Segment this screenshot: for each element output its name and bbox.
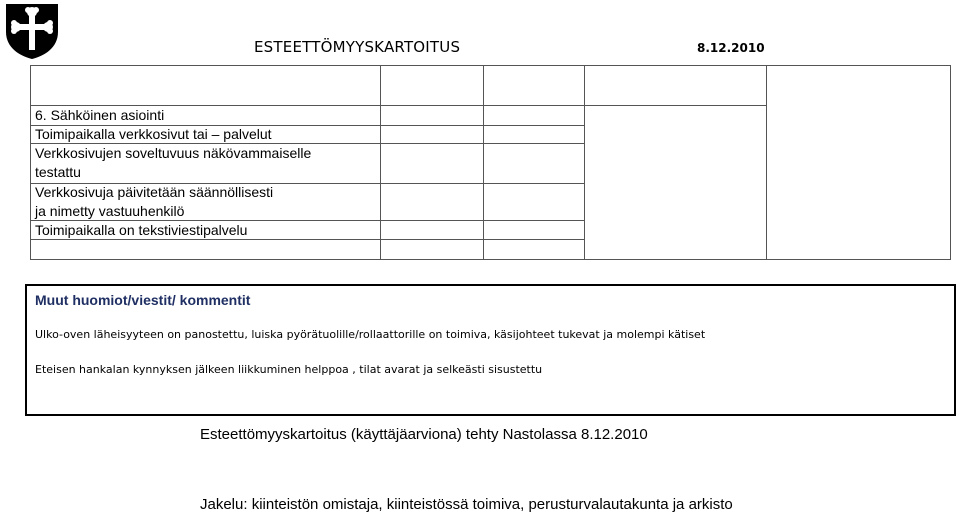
footer-distribution: Jakelu: kiinteistön omistaja, kiinteistössä toimiva, perusturvalautakunta ja arkisto (200, 496, 733, 513)
row-label: Toimipaikalla verkkosivut tai – palvelut (35, 126, 272, 142)
row-label: Verkkosivuja päivitetään säännöllisesti (35, 184, 274, 200)
document-title: ESTEETTÖMYYSKARTOITUS (254, 38, 461, 56)
row-label: Toimipaikalla on tekstiviestipalvelu (35, 222, 248, 238)
comments-box (25, 284, 956, 416)
comments-title: Muut huomiot/viestit/ kommentit (35, 292, 251, 308)
assessment-table (30, 65, 951, 260)
comment-line: Ulko-oven läheisyyteen on panostettu, luiska pyörätuolille/rollaattorille on toimiva, käsijohteet tukevat ja molempi kätiset (35, 328, 706, 341)
row-label: Verkkosivujen soveltuvuus näkövammaiselle (35, 145, 312, 161)
coat-of-arms-logo (4, 2, 60, 60)
footer-survey-note: Esteettömyyskartoitus (käyttäjäarviona) tehty Nastolassa 8.12.2010 (200, 426, 648, 443)
row-label: ja nimetty vastuuhenkilö (35, 203, 185, 219)
comment-line: Eteisen hankalan kynnyksen jälkeen liikkuminen helppoa , tilat avarat ja selkeästi sisustettu (35, 363, 543, 376)
document-date: 8.12.2010 (697, 41, 765, 55)
row-label: testattu (35, 164, 81, 180)
section-heading: 6. Sähköinen asiointi (35, 107, 165, 123)
